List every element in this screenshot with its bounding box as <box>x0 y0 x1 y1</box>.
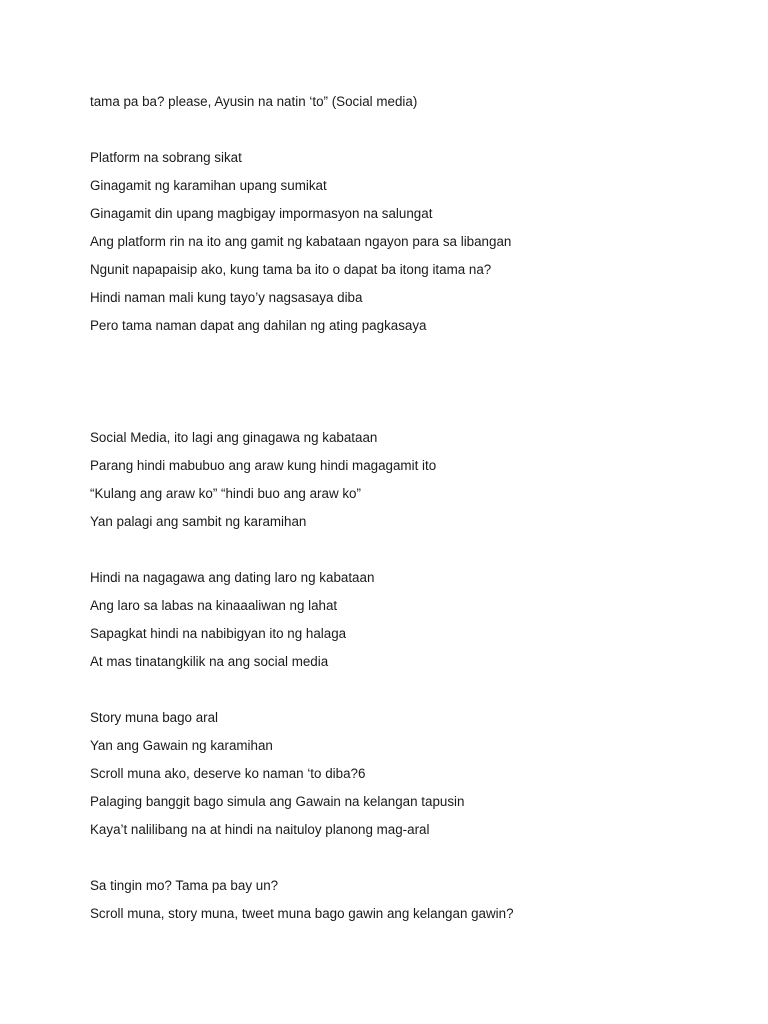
poem-line: Yan palagi ang sambit ng karamihan <box>90 514 307 529</box>
poem-line: Kaya’t nalilibang na at hindi na naituloy planong mag-aral <box>90 822 430 837</box>
poem-line: Ang laro sa labas na kinaaaliwan ng lahat <box>90 598 338 613</box>
poem-line: Ngunit napapaisip ako, kung tama ba ito o dapat ba itong itama na? <box>90 262 492 277</box>
poem-line: Ginagamit ng karamihan upang sumikat <box>90 178 327 193</box>
poem-line: Story muna bago aral <box>90 710 219 725</box>
poem-line: Scroll muna ako, deserve ko naman ‘to diba?6 <box>90 766 366 781</box>
poem-line: Ang platform rin na ito ang gamit ng kabataan ngayon para sa libangan <box>90 234 512 249</box>
poem-line: Sapagkat hindi na nabibigyan ito ng halaga <box>90 626 347 641</box>
poem-line: Ginagamit din upang magbigay impormasyon na salungat <box>90 206 433 221</box>
poem-line: Hindi na nagagawa ang dating laro ng kabataan <box>90 570 375 585</box>
poem-line: Platform na sobrang sikat <box>90 150 242 165</box>
poem-line: Scroll muna, story muna, tweet muna bago gawin ang kelangan gawin? <box>90 906 514 921</box>
poem-line: At mas tinatangkilik na ang social media <box>90 654 329 669</box>
poem-line: “Kulang ang araw ko” “hindi buo ang araw ko” <box>90 486 361 501</box>
poem-line: Parang hindi mabubuo ang araw kung hindi magagamit ito <box>90 458 437 473</box>
poem-line: Sa tingin mo? Tama pa bay un? <box>90 878 279 893</box>
poem-line: Palaging banggit bago simula ang Gawain na kelangan tapusin <box>90 794 465 809</box>
poem-line: Social Media, ito lagi ang ginagawa ng kabataan <box>90 430 378 445</box>
document-title: tama pa ba? please, Ayusin na natin ‘to” (Social media) <box>90 94 418 109</box>
poem-line: Hindi naman mali kung tayo’y nagsasaya diba <box>90 290 363 305</box>
poem-line: Yan ang Gawain ng karamihan <box>90 738 273 753</box>
poem-line: Pero tama naman dapat ang dahilan ng ating pagkasaya <box>90 318 427 333</box>
